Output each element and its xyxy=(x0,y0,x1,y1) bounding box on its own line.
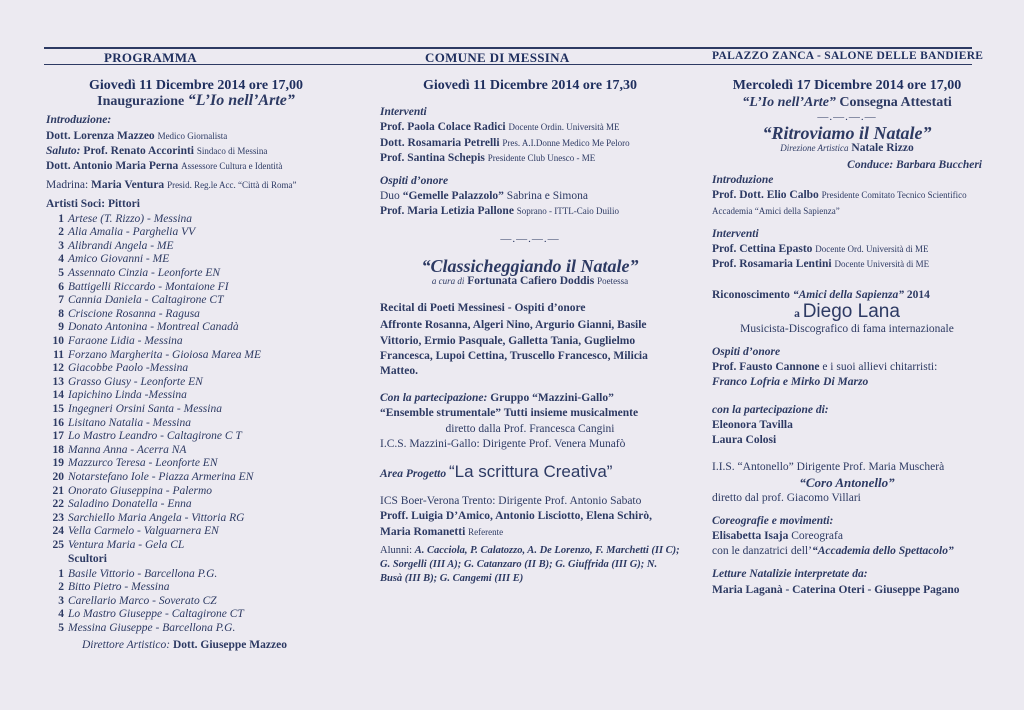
scultori-item xyxy=(46,568,346,582)
header-programma: PROGRAMMA xyxy=(104,50,197,65)
pittori-number: 16 xyxy=(52,416,64,429)
pittori-item xyxy=(46,335,346,349)
partec-name-1: Eleonora Tavilla xyxy=(712,418,793,431)
pittori-item xyxy=(46,430,346,444)
recital-line: Recital di Poeti Messinesi - Ospiti d’onore xyxy=(380,302,586,315)
pittori-item xyxy=(46,417,346,431)
pittori-text: Ingegneri Orsini Santa - Messina xyxy=(68,402,222,415)
perna-role: Assessore Cultura e Identità xyxy=(181,161,283,172)
pittori-number: 9 xyxy=(58,321,64,334)
perna-line xyxy=(46,159,346,174)
cannone-rest: e i suoi allievi chitarristi: xyxy=(822,361,938,374)
ritroviamo-title: “Ritroviamo il Natale” xyxy=(762,122,932,143)
cannone-line xyxy=(712,360,982,375)
pittori-number: 18 xyxy=(52,443,64,456)
pittori-text: Manna Anna - Acerra NA xyxy=(68,443,187,456)
right-ospiti-label: Ospiti d’onore xyxy=(712,346,781,359)
partec-text: Gruppo “Mazzini-Gallo” xyxy=(490,392,614,405)
right-intro-line xyxy=(712,188,982,218)
pittori-item xyxy=(46,281,346,295)
consegna-rest: Consegna Attestati xyxy=(839,95,952,111)
madrina-line xyxy=(46,178,346,193)
pallone-name: Prof. Maria Letizia Pallone xyxy=(380,205,514,218)
cannone-name: Prof. Fausto Cannone xyxy=(712,361,820,374)
iis-line: I.I.S. “Antonello” Dirigente Prof. Maria Muscherà xyxy=(712,461,945,474)
pittori-number: 24 xyxy=(52,525,64,538)
inauguration xyxy=(46,93,346,109)
pittori-text: Lisitano Natalia - Messina xyxy=(68,416,191,429)
pittori-number: 22 xyxy=(52,498,64,511)
intervento-line xyxy=(712,257,982,272)
coreo-label: Coreografie e movimenti: xyxy=(712,514,834,527)
pittori-text: Criscione Rosanna - Ragusa xyxy=(68,307,200,320)
scultori-label: Scultori xyxy=(68,553,107,566)
partec-line xyxy=(380,391,680,406)
saluto-role: Sindaco di Messina xyxy=(196,145,268,156)
scultori-number: 3 xyxy=(58,594,64,607)
chitarristi-line: Franco Lofria e Mirko Di Marzo xyxy=(712,376,869,389)
pittori-text: Sarchiello Maria Angela - Vittoria RG xyxy=(68,511,245,524)
pittori-number: 17 xyxy=(52,430,64,443)
saluto-line xyxy=(46,144,346,159)
pittori-text: Artese (T. Rizzo) - Messina xyxy=(68,212,193,225)
partec-label: Con la partecipazione: xyxy=(380,392,488,405)
pittori-number: 5 xyxy=(58,267,64,279)
scultori-text: Lo Mastro Giuseppe - Caltagirone CT xyxy=(68,608,244,621)
proff-names: Proff. Luigia D’Amico, Antonio Lisciotto, Elena Schirò, Maria Romanetti xyxy=(380,510,652,538)
coreo-name: Elisabetta Isaja xyxy=(712,530,789,543)
mid-divider: —.—.—.— xyxy=(500,232,560,245)
direzione-name: Natale Rizzo xyxy=(851,141,914,154)
acura-role: Poetessa xyxy=(597,276,629,287)
right-intro-label: Introduzione xyxy=(712,174,774,187)
danzatrici-prefix: con le danzatrici dell’ xyxy=(712,545,812,558)
header-palazzo: PALAZZO ZANCA - SALONE DELLE BANDIERE xyxy=(712,50,984,62)
scultori-number: 5 xyxy=(58,622,64,635)
direzione-line xyxy=(712,141,982,156)
conduce-line: Conduce: Barbara Buccheri xyxy=(847,159,982,172)
pittori-item xyxy=(46,457,346,471)
pittori-text: Alia Amalia - Parghelia VV xyxy=(68,226,196,239)
scultori-number: 1 xyxy=(58,567,64,580)
diretto-line: diretto dalla Prof. Francesca Cangini xyxy=(445,422,615,435)
coro-dir-line: diretto dal prof. Giacomo Villari xyxy=(712,491,861,504)
pittori-number: 2 xyxy=(58,226,64,239)
intervento-line xyxy=(380,120,680,135)
column-middle xyxy=(380,78,680,586)
partec-name-2: Laura Colosi xyxy=(712,434,777,447)
pittori-item xyxy=(46,498,346,512)
area-label: Area Progetto xyxy=(380,468,447,481)
intervento-line xyxy=(380,136,680,151)
pittori-number: 1 xyxy=(58,212,64,225)
intervento-role: Pres. A.I.Donne Medico Me Peloro xyxy=(502,137,630,148)
artisti-label: Artisti Soci: Pittori xyxy=(46,198,140,211)
alunni-label: Alunni: xyxy=(380,544,413,556)
pittori-text: Giacobbe Paolo -Messina xyxy=(68,362,189,375)
madrina-label: Madrina: xyxy=(46,179,89,192)
area-line xyxy=(380,464,680,482)
pittori-number: 4 xyxy=(58,253,64,266)
scultori-text: Messina Giuseppe - Barcellona P.G. xyxy=(68,622,236,635)
pittori-number: 7 xyxy=(58,294,64,307)
proff-line xyxy=(380,509,680,539)
pittori-item xyxy=(46,362,346,376)
pittori-item xyxy=(46,389,346,403)
right-intro-name: Prof. Dott. Elio Calbo xyxy=(712,189,819,202)
right-interventi-list xyxy=(712,242,982,272)
right-date: Mercoledì 17 Dicembre 2014 ore 17,00 xyxy=(732,78,962,93)
duo-line xyxy=(380,189,680,204)
scultori-item xyxy=(46,622,346,636)
ics-boer-line: ICS Boer-Verona Trento: Dirigente Prof. Antonio Sabato xyxy=(380,495,642,508)
riconoscimento-title: “Amici della Sapienza” xyxy=(792,289,904,302)
pittori-item xyxy=(46,525,346,539)
a-word: a xyxy=(794,307,800,320)
pittori-text: Amico Giovanni - ME xyxy=(68,253,170,266)
intro-name: Dott. Lorenza Mazzeo xyxy=(46,129,155,142)
pittori-item xyxy=(46,512,346,526)
scultori-item xyxy=(46,581,346,595)
pittori-text: Ventura Maria - Gela CL xyxy=(68,538,185,551)
letture-label: Letture Natalizie interpretate da: xyxy=(712,568,868,581)
pittori-number: 13 xyxy=(52,375,64,388)
duo-rest: Sabrina e Simona xyxy=(506,190,588,203)
riconoscimento-year: 2014 xyxy=(906,289,930,302)
right-intro-role: Presidente Comitato Tecnico Scientifico Accademia “Amici della Sapienza” xyxy=(712,190,967,216)
pittori-number: 25 xyxy=(52,538,64,551)
musicista-line: Musicista-Discografico di fama internazionale xyxy=(740,322,954,335)
inauguration-title: “L’Io nell’Arte” xyxy=(187,92,295,110)
scultori-item xyxy=(46,595,346,609)
pittori-number: 8 xyxy=(58,307,64,320)
pittori-text: Mazzurco Teresa - Leonforte EN xyxy=(68,457,218,470)
pittori-number: 21 xyxy=(52,484,64,497)
pittori-text: Cannia Daniela - Caltagirone CT xyxy=(68,294,224,307)
pittori-text: Notarstefano Iole - Piazza Armerina EN xyxy=(68,470,254,483)
classic-title: “Classicheggiando il Natale” xyxy=(421,255,639,276)
alunni-line xyxy=(380,544,680,586)
pallone-role: Soprano - ITTL-Caio Duilio xyxy=(516,206,620,217)
intervento-name: Prof. Cettina Epasto xyxy=(712,243,813,256)
left-date: Giovedì 11 Dicembre 2014 ore 17,00 xyxy=(88,78,304,93)
scultori-list xyxy=(46,568,346,636)
pittori-item xyxy=(46,321,346,335)
header-comune: COMUNE DI MESSINA xyxy=(425,50,570,65)
direttore-name: Dott. Giuseppe Mazzeo xyxy=(172,638,287,651)
consegna-line xyxy=(712,95,982,110)
pittori-item xyxy=(46,240,346,254)
coreo-line xyxy=(712,529,982,544)
madrina-role: Presid. Reg.le Acc. “Città di Roma” xyxy=(167,180,297,191)
saluto-label: Saluto: xyxy=(46,144,81,157)
mid-date: Giovedì 11 Dicembre 2014 ore 17,30 xyxy=(422,78,638,93)
intervento-line xyxy=(380,151,680,166)
duo-prefix: Duo xyxy=(380,190,400,203)
area-title: “La scrittura Creativa” xyxy=(449,462,613,482)
pittori-item xyxy=(46,376,346,390)
riconoscimento-prefix: Riconoscimento xyxy=(712,289,790,302)
pittori-list xyxy=(46,213,346,553)
direzione-label: Direzione Artistica xyxy=(780,142,849,153)
intervento-role: Docente Ordin. Università ME xyxy=(508,122,620,133)
right-partec-label: con la partecipazione di: xyxy=(712,403,829,416)
pittori-item xyxy=(46,485,346,499)
pittori-item xyxy=(46,539,346,553)
scultori-text: Basile Vittorio - Barcellona P.G. xyxy=(68,567,218,580)
intervento-name: Dott. Rosamaria Petrelli xyxy=(380,136,500,149)
right-interventi-label: Interventi xyxy=(712,227,759,240)
pittori-text: Alibrandi Angela - ME xyxy=(68,239,174,252)
pittori-item xyxy=(46,403,346,417)
intervento-name: Prof. Paola Colace Radici xyxy=(380,121,506,134)
pittori-number: 20 xyxy=(52,470,64,483)
pittori-number: 10 xyxy=(52,334,64,347)
pittori-item xyxy=(46,349,346,363)
coreo-role: Coreografa xyxy=(791,530,843,543)
header-rule-top xyxy=(44,47,972,49)
pittori-number: 12 xyxy=(52,362,64,375)
scultori-item xyxy=(46,608,346,622)
right-divider: —.—.—.— xyxy=(817,111,877,124)
danzatrici-line xyxy=(712,544,982,559)
pittori-number: 19 xyxy=(52,457,64,470)
accademia-name: “Accademia dello Spettacolo” xyxy=(811,545,954,558)
scultori-text: Carellario Marco - Soverato CZ xyxy=(68,594,217,607)
scultori-number: 2 xyxy=(58,581,64,594)
intervento-line xyxy=(712,242,982,257)
mid-interventi-list xyxy=(380,120,680,166)
proff-referente: Referente xyxy=(468,526,504,537)
pittori-text: Onorato Giuseppina - Palermo xyxy=(68,484,213,497)
pittori-item xyxy=(46,226,346,240)
direttore-line xyxy=(46,638,346,653)
pittori-text: Saladino Donatella - Enna xyxy=(68,498,192,511)
pittori-text: Vella Carmelo - Valguarnera EN xyxy=(68,525,219,538)
pittori-item xyxy=(46,267,346,281)
pittori-number: 3 xyxy=(58,239,64,252)
diego-name: Diego Lana xyxy=(802,300,900,322)
consegna-title: “L’Io nell’Arte” xyxy=(742,95,836,111)
pittori-text: Forzano Margherita - Gioiosa Marea ME xyxy=(68,348,262,361)
alunni-names: A. Cacciola, P. Calatozzo, A. De Lorenzo, F. Marchetti (II C); G. Sorgelli (III A); G. Catanzaro (II B); G. Giuffrida (III G); N. Busà (III B); G. Cangemi (III E) xyxy=(380,544,680,584)
pittori-text: Faraone Lidia - Messina xyxy=(68,334,183,347)
perna-name: Dott. Antonio Maria Perna xyxy=(46,160,179,173)
madrina-name: Maria Ventura xyxy=(91,179,165,192)
diego-line xyxy=(712,300,982,322)
pittori-text: Assennato Cinzia - Leonforte EN xyxy=(68,267,221,279)
pittori-number: 11 xyxy=(53,348,64,361)
pittori-number: 6 xyxy=(58,280,64,293)
intervento-role: Docente Ord. Università di ME xyxy=(815,244,929,255)
inauguration-prefix: Inaugurazione xyxy=(97,94,185,110)
direttore-label: Direttore Artistico: xyxy=(82,638,171,651)
column-right xyxy=(712,78,982,598)
pittori-number: 15 xyxy=(52,402,64,415)
mid-interventi-label: Interventi xyxy=(380,106,427,119)
pittori-text: Iapichino Linda -Messina xyxy=(68,389,187,402)
pittori-text: Donato Antonina - Montreal Canadà xyxy=(68,321,239,334)
intervento-name: Prof. Rosamaria Lentini xyxy=(712,258,832,271)
acura-prefix: a cura di xyxy=(431,276,465,287)
intervento-name: Prof. Santina Schepis xyxy=(380,151,485,164)
pallone-line xyxy=(380,204,680,219)
intro-label: Introduzione: xyxy=(46,114,112,127)
pittori-item xyxy=(46,213,346,227)
letture-line: Maria Laganà - Caterina Oteri - Giuseppe Pagano xyxy=(712,583,960,596)
pittori-item xyxy=(46,294,346,308)
pittori-item xyxy=(46,444,346,458)
pittori-text: Lo Mastro Leandro - Caltagirone C T xyxy=(68,430,242,443)
pittori-text: Battigelli Riccardo - Montaione FI xyxy=(68,280,229,293)
duo-name: “Gemelle Palazzolo” xyxy=(402,190,504,203)
intro-line xyxy=(46,129,346,144)
pittori-number: 23 xyxy=(52,511,64,524)
intro-role: Medico Giornalista xyxy=(157,130,228,141)
pittori-item xyxy=(46,253,346,267)
acura-name: Fortunata Cafiero Doddis xyxy=(467,275,595,288)
intervento-role: Presidente Club Unesco - ME xyxy=(487,152,596,163)
pittori-item xyxy=(46,308,346,322)
scultori-number: 4 xyxy=(58,608,64,621)
ensemble-line: “Ensemble strumentale” Tutti insieme musicalmente xyxy=(380,407,639,420)
ics-mazzini-line: I.C.S. Mazzini-Gallo: Dirigente Prof. Venera Munafò xyxy=(380,437,626,450)
coro-line: “Coro Antonello” xyxy=(799,475,895,491)
mid-ospiti-label: Ospiti d’onore xyxy=(380,175,449,188)
scultori-text: Bitto Pietro - Messina xyxy=(68,581,170,594)
pittori-text: Grasso Giusy - Leonforte EN xyxy=(68,375,203,388)
intervento-role: Docente Università di ME xyxy=(834,259,930,270)
pittori-item xyxy=(46,471,346,485)
pittori-number: 14 xyxy=(52,389,64,402)
column-left xyxy=(46,78,346,653)
saluto-name: Prof. Renato Accorinti xyxy=(83,144,194,157)
acura-line xyxy=(380,274,680,289)
poets-list: Affronte Rosanna, Algeri Nino, Argurio Gianni, Basile Vittorio, Ermio Pasquale, Galletta Tania, Guglielmo Francesca, Lupoi Cettina, Truscello Francesco, Milicia Matteo. xyxy=(380,319,648,378)
